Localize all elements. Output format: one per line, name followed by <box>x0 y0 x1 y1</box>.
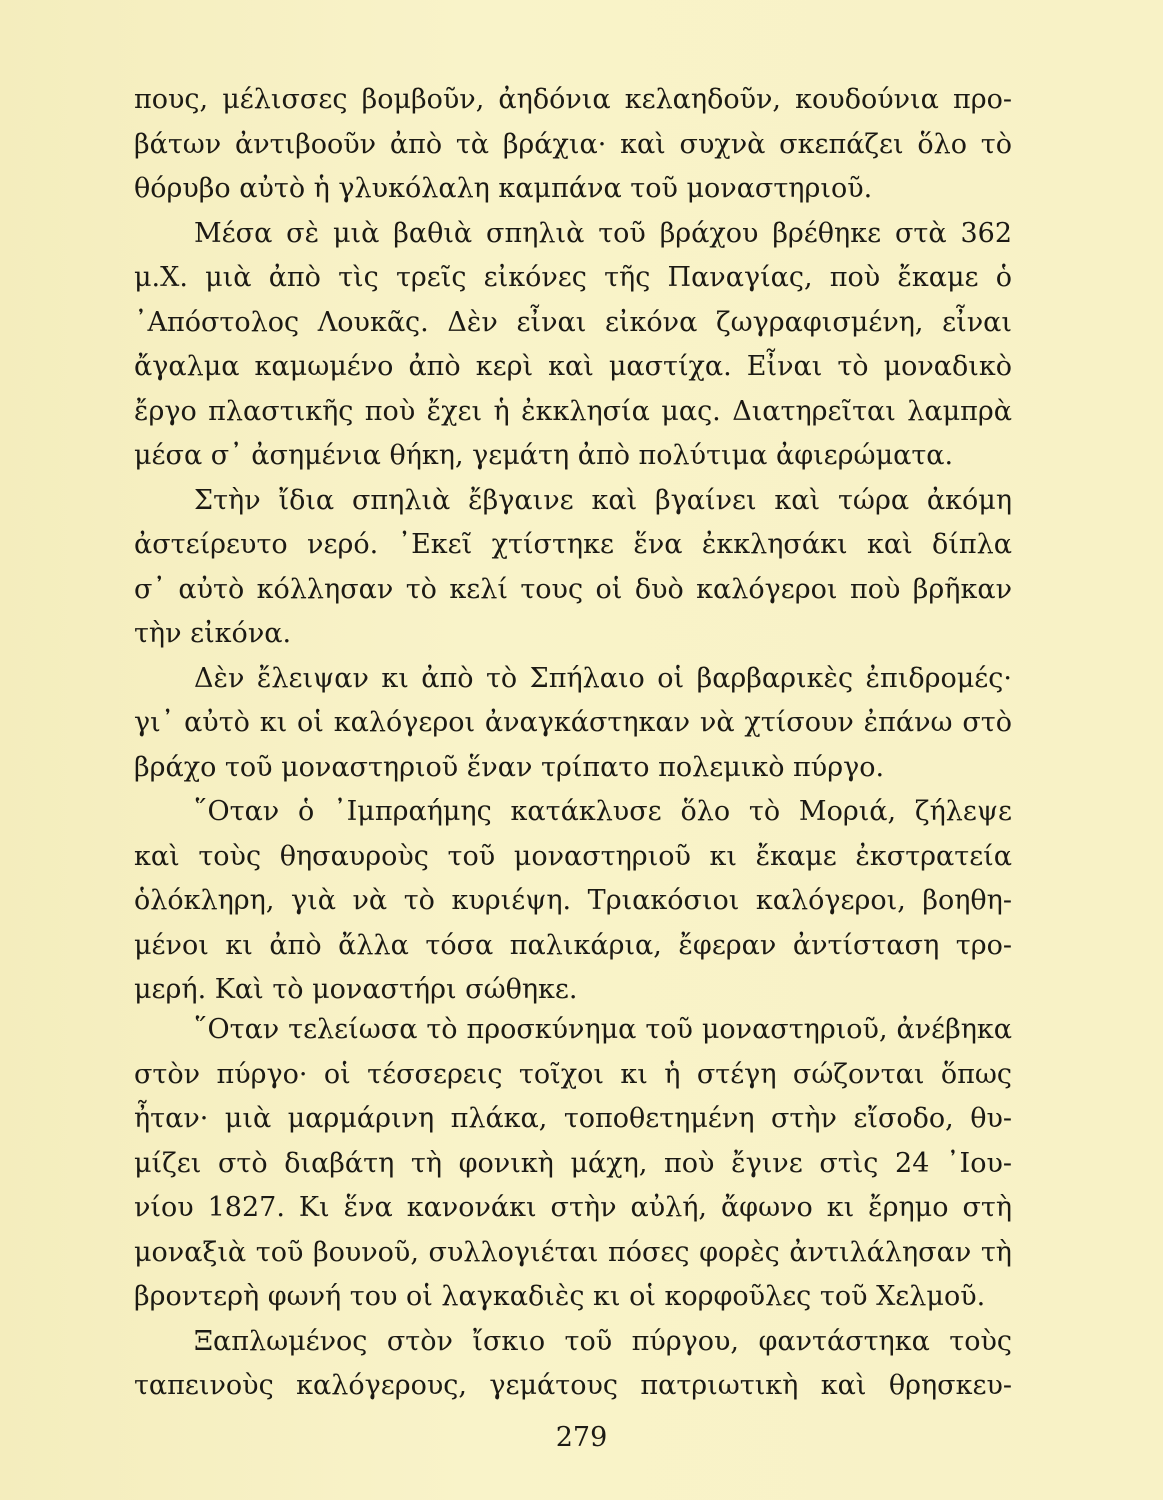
text-line: μ.Χ. μιὰ ἀπὸ τὶς τρεῖς εἰκόνες τῆς Παναγίας, ποὺ ἔκαμε ὁ <box>134 262 1012 293</box>
text-line: γι᾿ αὐτὸ κι οἱ καλόγεροι ἀναγκάστηκαν νὰ χτίσουν ἐπάνω στὸ <box>134 707 1012 738</box>
text-line: βροντερὴ φωνή του οἱ λαγκαδιὲς κι οἱ κορφοῦλες τοῦ Χελμοῦ. <box>134 1281 986 1312</box>
text-line: ταπεινοὺς καλόγερους, γεμάτους πατριωτικὴ καὶ θρησκευ- <box>134 1370 1012 1401</box>
text-line: ὁλόκληρη, γιὰ νὰ τὸ κυριέψη. Τριακόσιοι καλόγεροι, βοηθη- <box>134 885 1012 916</box>
text-line: στὸν πύργο· οἱ τέσσερεις τοῖχοι κι ἡ στέγη σώζονται ὅπως <box>134 1058 1012 1090</box>
text-line: ᾿Απόστολος Λουκᾶς. Δὲν εἶναι εἰκόνα ζωγραφισμένη, εἶναι <box>134 306 1012 338</box>
text-line: καὶ τοὺς θησαυροὺς τοῦ μοναστηριοῦ κι ἔκαμε ἐκστρατεία <box>134 840 1012 872</box>
text-line: ἄγαλμα καμωμένο ἀπὸ κερὶ καὶ μαστίχα. Εἶναι τὸ μοναδικὸ <box>134 351 1012 382</box>
text-line: ῞Οταν ὁ ᾿Ιμπραήμης κατάκλυσε ὅλο τὸ Μοριά, ζήλεψε <box>194 796 1012 827</box>
text-line: νίου 1827. Κι ἕνα κανονάκι στὴν αὐλή, ἄφωνο κι ἔρημο στὴ <box>134 1192 1012 1223</box>
text-line: Μέσα σὲ μιὰ βαθιὰ σπηλιὰ τοῦ βράχου βρέθηκε στὰ 362 <box>194 217 1012 249</box>
text-line: βάτων ἀντιβοοῦν ἀπὸ τὰ βράχια· καὶ συχνὰ σκεπάζει ὅλο τὸ <box>134 128 1012 160</box>
text-line: βράχο τοῦ μοναστηριοῦ ἕναν τρίπατο πολεμικὸ πύργο. <box>134 751 885 783</box>
text-line: ἔργο πλαστικῆς ποὺ ἔχει ἡ ἐκκλησία μας. Διατηρεῖται λαμπρὰ <box>134 395 1012 427</box>
text-line: μοναξιὰ τοῦ βουνοῦ, συλλογιέται πόσες φορὲς ἀντιλάλησαν τὴ <box>134 1236 1012 1268</box>
text-line: μέσα σ᾿ ἀσημένια θήκη, γεμάτη ἀπὸ πολύτιμα ἀφιερώματα. <box>134 440 954 471</box>
text-line: Ξαπλωμένος στὸν ἴσκιο τοῦ πύργου, φαντάστηκα τοὺς <box>194 1325 1012 1357</box>
text-line: σ᾿ αὐτὸ κόλλησαν τὸ κελί τους οἱ δυὸ καλόγεροι ποὺ βρῆκαν <box>134 573 1012 605</box>
text-line: τὴν εἰκόνα. <box>134 618 292 649</box>
text-line: ἀστείρευτο νερό. ᾿Εκεῖ χτίστηκε ἕνα ἐκκλησάκι καὶ δίπλα <box>134 529 1012 560</box>
text-line: Δὲν ἔλειψαν κι ἀπὸ τὸ Σπήλαιο οἱ βαρβαρικὲς ἐπιδρομές· <box>194 662 1012 694</box>
paragraph-block-1 <box>134 78 1012 1013</box>
page-number: 279 <box>555 1422 608 1453</box>
text-line: θόρυβο αὐτὸ ἡ γλυκόλαλη καμπάνα τοῦ μοναστηριοῦ. <box>134 173 873 204</box>
text-line: μίζει στὸ διαβάτη τὴ φονικὴ μάχη, ποὺ ἔγινε στὶς 24 ᾿Ιου- <box>134 1147 1012 1179</box>
paragraph-block-2 <box>134 1008 1012 1409</box>
text-line: ῞Οταν τελείωσα τὸ προσκύνημα τοῦ μοναστηριοῦ, ἀνέβηκα <box>194 1014 1012 1045</box>
text-line: Στὴν ἴδια σπηλιὰ ἔβγαινε καὶ βγαίνει καὶ τώρα ἀκόμη <box>194 484 1012 516</box>
text-line: μερή. Καὶ τὸ μοναστήρι σώθηκε. <box>134 974 578 1005</box>
text-line: ἦταν· μιὰ μαρμάρινη πλάκα, τοποθετημένη στὴν εἴσοδο, θυ- <box>134 1103 1012 1134</box>
text-line: πους, μέλισσες βομβοῦν, ἀηδόνια κελαηδοῦν, κουδούνια προ- <box>134 84 1012 115</box>
text-line: μένοι κι ἀπὸ ἄλλα τόσα παλικάρια, ἔφεραν ἀντίσταση τρο- <box>134 929 1012 961</box>
